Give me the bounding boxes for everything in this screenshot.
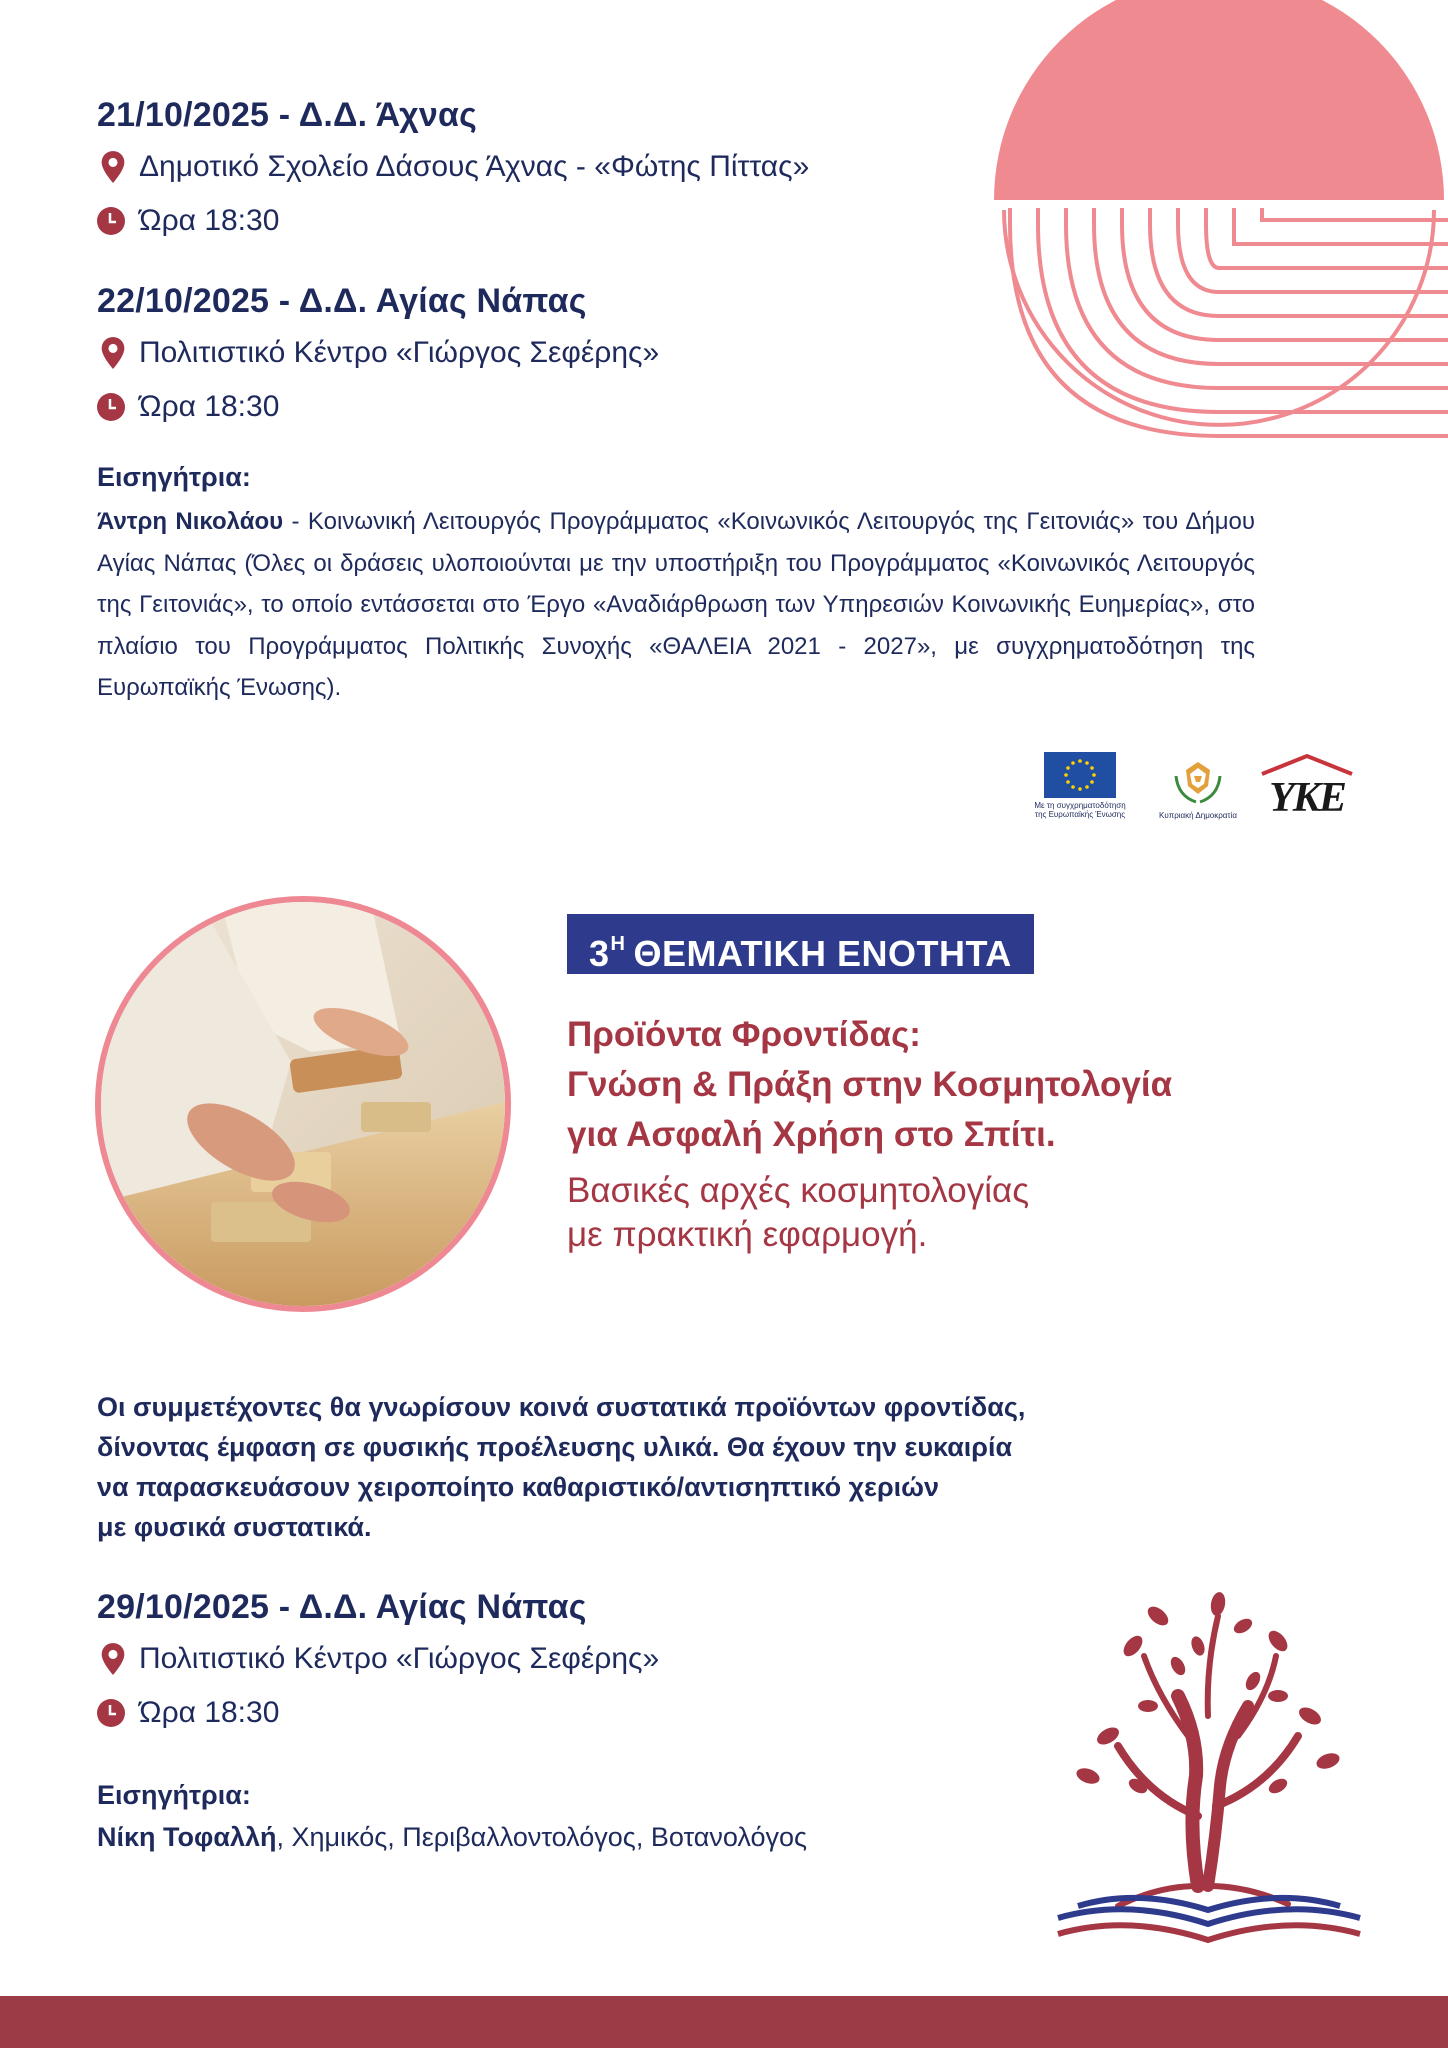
speaker-2-label: Εισηγήτρια: xyxy=(97,1780,251,1810)
eu-caption-2: της Ευρωπαϊκής Ένωσης xyxy=(1034,810,1126,819)
event-3-time-row xyxy=(97,1696,279,1730)
event-3-date: 29/10/2025 - Δ.Δ. Αγίας Νάπας xyxy=(97,1588,587,1626)
speaker-2-text: , Χημικός, Περιβαλλοντολόγος, Βοτανολόγος xyxy=(276,1822,807,1852)
description-line-1: Οι συμμετέχοντες θα γνωρίσουν κοινά συστατικά προϊόντων φροντίδας, xyxy=(97,1392,1026,1422)
banner-superscript: Η xyxy=(610,933,626,955)
section-3-title xyxy=(567,1010,1172,1160)
subtitle-line-2: με πρακτική εφαρμογή. xyxy=(567,1215,928,1254)
event-3-venue-row xyxy=(99,1642,659,1676)
footer-bar xyxy=(0,1996,1448,2048)
event-2-venue-row xyxy=(99,336,659,370)
event-1-date: 21/10/2025 - Δ.Δ. Άχνας xyxy=(97,96,478,134)
yke-logo xyxy=(1258,752,1356,830)
title-line-2: Γνώση & Πράξη στην Κοσμητολογία xyxy=(567,1065,1173,1104)
workshop-photo xyxy=(95,896,511,1312)
house-roof-icon xyxy=(1258,752,1356,776)
section-3-banner xyxy=(567,914,1034,974)
event-2-venue: Πολιτιστικό Κέντρο «Γιώργος Σεφέρης» xyxy=(139,336,660,369)
cyprus-logo xyxy=(1150,756,1246,820)
clock-icon xyxy=(97,1699,125,1727)
event-1-venue-row xyxy=(99,150,809,184)
cyprus-caption: Κυπριακή Δημοκρατία xyxy=(1158,811,1237,820)
title-line-3: για Ασφαλή Χρήση στο Σπίτι. xyxy=(567,1115,1056,1154)
section-3-subtitle xyxy=(567,1169,1029,1257)
description-line-3: να παρασκευάσουν χειροποίητο καθαριστικό/αντισηπτικό χεριών xyxy=(97,1472,940,1502)
event-2-time: Ώρα 18:30 xyxy=(139,390,280,423)
speaker-1-name: Άντρη Νικολάου xyxy=(97,508,284,535)
speaker-1-label: Εισηγήτρια: xyxy=(97,462,251,492)
event-1-time: Ώρα 18:30 xyxy=(139,204,280,237)
speaker-1-paragraph xyxy=(97,501,1255,709)
yke-text: ΥΚΕ xyxy=(1269,775,1345,821)
decorative-arc-graphic xyxy=(990,0,1448,450)
event-3-venue: Πολιτιστικό Κέντρο «Γιώργος Σεφέρης» xyxy=(139,1642,660,1675)
speaker-1-text: - Κοινωνική Λειτουργός Προγράμματος «Κοινωνικός Λειτουργός της Γειτονιάς» του Δήμου Αγίας Νάπας (Όλες οι δράσεις υλοποιούνται με την υποστήριξη του Προγράμματος «Κοινωνικός Λειτουργός της Γειτονιάς», το οποίο εντάσσεται στο Έργο «Αναδιάρθρωση των Υπηρεσιών Κοινωνικής Ευημερίας», στο πλαίσιο του Προγράμματος Πολιτικής Συνοχής «ΘΑΛΕΙΑ 2021 - 2027», με συγχρηματοδότηση της Ευρωπαϊκής Ένωσης). xyxy=(97,508,1256,701)
event-1-time-row xyxy=(97,204,279,238)
speaker-2-name: Νίκη Τοφαλλή xyxy=(97,1822,277,1852)
banner-number: 3 xyxy=(589,933,610,974)
cyprus-emblem-icon xyxy=(1168,756,1228,808)
eu-caption-1: Με τη συγχρηματοδότηση xyxy=(1034,801,1126,810)
banner-text: ΘΕΜΑΤΙΚΗ ΕΝΟΤΗΤΑ xyxy=(633,933,1012,974)
clock-icon xyxy=(97,393,125,421)
location-pin-icon xyxy=(99,150,127,184)
clock-icon xyxy=(97,207,125,235)
event-2-date: 22/10/2025 - Δ.Δ. Αγίας Νάπας xyxy=(97,282,587,320)
location-pin-icon xyxy=(99,1642,127,1676)
description-line-2: δίνοντας έμφαση σε φυσικής προέλευσης υλικά. Θα έχουν την ευκαιρία xyxy=(97,1432,1013,1462)
subtitle-line-1: Βασικές αρχές κοσμητολογίας xyxy=(567,1171,1030,1210)
speaker-2-line xyxy=(97,1822,807,1853)
eu-flag-icon xyxy=(1044,752,1116,798)
tree-book-icon xyxy=(1048,1586,1370,1950)
location-pin-icon xyxy=(99,336,127,370)
event-2-time-row xyxy=(97,390,279,424)
description-line-4: με φυσικά συστατικά. xyxy=(97,1512,372,1542)
event-3-time: Ώρα 18:30 xyxy=(139,1696,280,1729)
workshop-description xyxy=(97,1387,1025,1547)
eu-logo xyxy=(1028,752,1132,819)
title-line-1: Προϊόντα Φροντίδας: xyxy=(567,1015,921,1054)
event-1-venue: Δημοτικό Σχολείο Δάσους Άχνας - «Φώτης Πίττας» xyxy=(139,150,810,183)
